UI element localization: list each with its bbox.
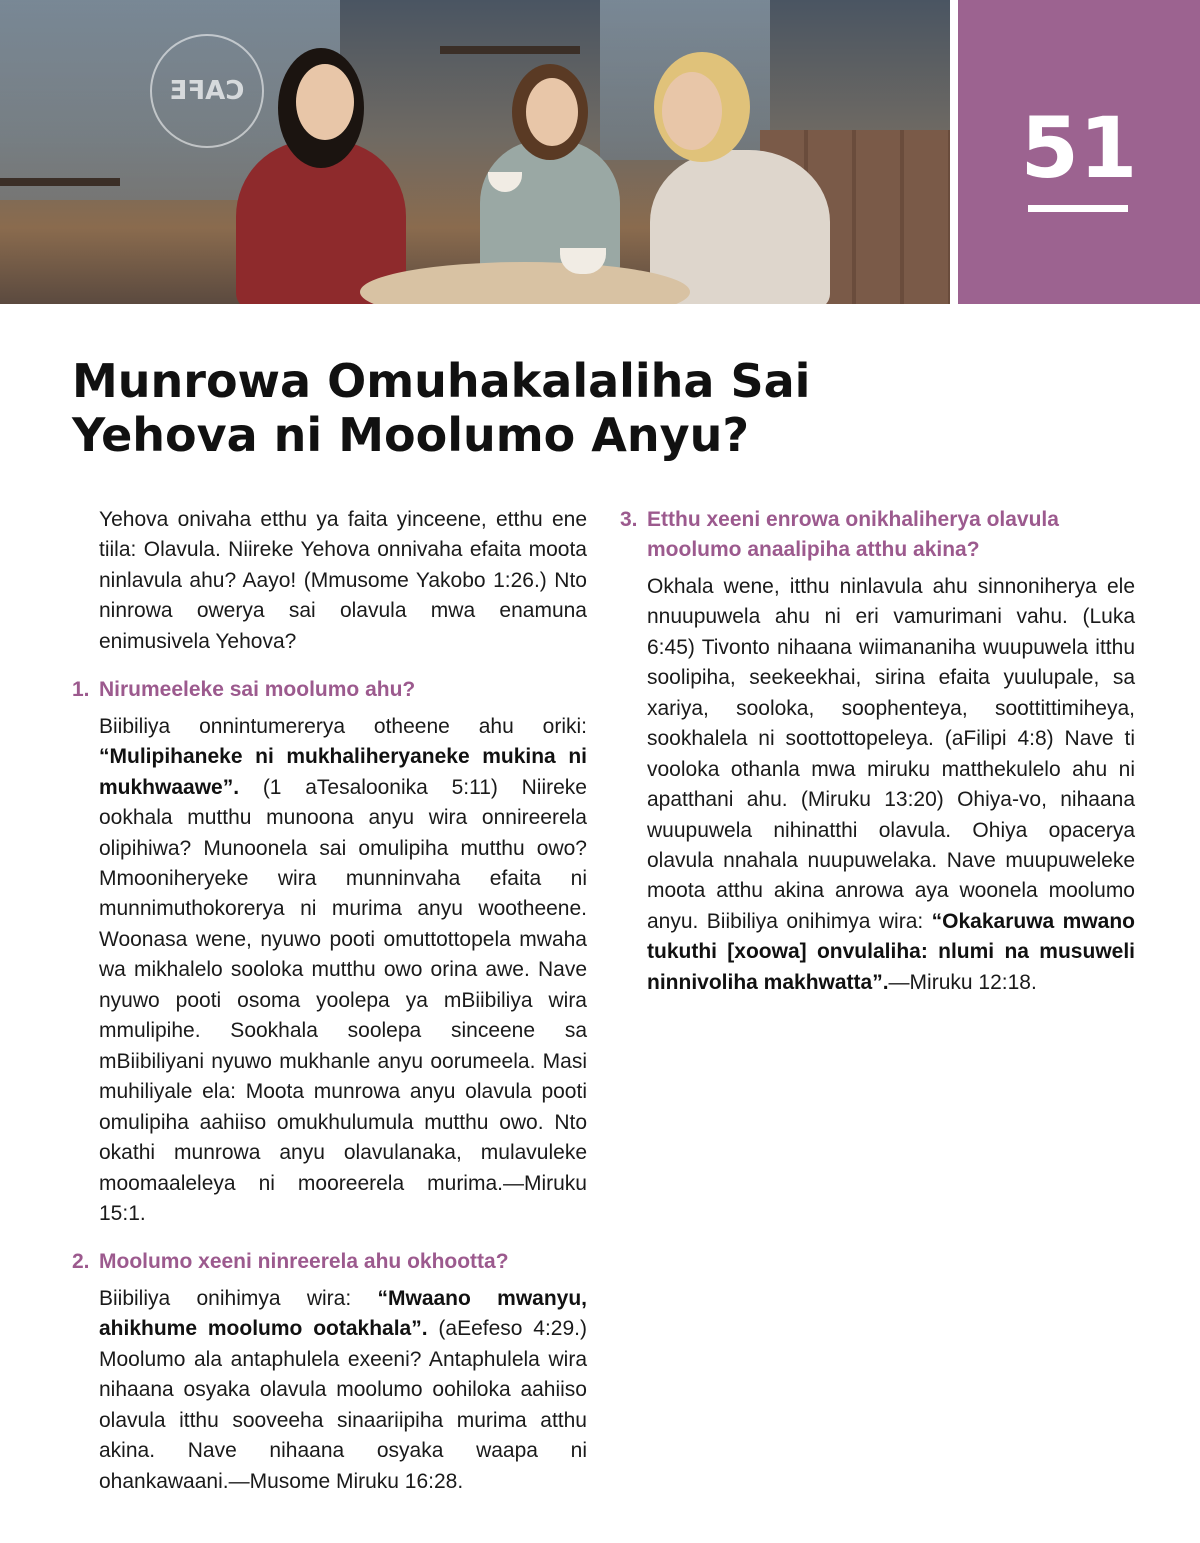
paragraph-text: (1 aTesaloonika 5:11) Niireke ookhala mutthu munoona anyu wira onnireerela olipihiwa? Munoonela sai omulipiha mutthu owo? Mmooniheryeke wira munninvaha efaita ni munnimuthokorerya ni murima anyu wootheene. Woonasa wene, nyuwo pooti omuttottopela mwaha wa mikhalelo sooloka mutthu owo orina awe. Nave nyuwo pooti osoma yoolepa ya mBiibiliya wira mmulipihe. Sookhala soolepa sinceene sa mBiibiliyani nyuwo mukhanle anyu oorumeela. Masi muhiliyale ela: Moota munrowa anyu olavula pooti omulipiha aahiiso omukhulumula mutthu owo. Nto okathi munrowa anyu olavulanaka, mulavuleke moomaaleleya ni mooreerela murima.—Miruku 15:1.	[99, 775, 587, 1225]
section-number: 1.	[72, 678, 90, 702]
section-heading-text: Etthu xeeni enrowa onikhaliherya olavula moolumo anaalipiha atthu akina?	[647, 508, 1059, 562]
header-photo	[0, 0, 950, 304]
woman-middle-face	[526, 78, 578, 146]
section-heading-text: Nirumeeleke sai moolumo ahu?	[99, 678, 416, 702]
section-paragraph-1	[72, 712, 587, 1230]
column-left	[72, 505, 587, 1515]
section-heading-text: Moolumo xeeni ninreerela ahu okhootta?	[99, 1250, 509, 1274]
section-heading-1	[72, 675, 587, 705]
column-right	[620, 505, 1135, 1016]
bible-quote: “Mulipihaneke ni mukhaliheryaneke mukina ni mukhwaawe”.	[99, 745, 587, 799]
chapter-tab	[958, 0, 1200, 304]
section-paragraph-2	[72, 1284, 587, 1497]
shelf	[0, 178, 120, 186]
page-title	[72, 354, 852, 462]
section-heading-3	[620, 505, 1135, 566]
paragraph-text: —Miruku 12:18.	[888, 970, 1037, 994]
title-line-2: Yehova ni Moolumo Anyu?	[72, 408, 750, 462]
section-paragraph-3	[620, 572, 1135, 998]
paragraph-text: (aEefeso 4:29.) Moolumo ala antaphulela exeeni? Antaphulela wira nihaana osyaka olavula moolumo oohiloka aahiiso olavula itthu sooveeha sinaariipiha murima atthu akina. Nave nihaana osyaka waapa ni ohankawaani.—Musome Miruku 16:28.	[99, 1317, 587, 1493]
woman-right-face	[662, 72, 722, 150]
cafe-table	[360, 262, 690, 304]
paragraph-text: Biibiliya onnintumererya otheene ahu oriki:	[99, 714, 587, 738]
title-line-1: Munrowa Omuhakalaliha Sai	[72, 354, 811, 408]
bible-quote: “Okakaruwa mwano tukuthi [xoowa] onvulaliha: nlumi na musuweli ninnivoliha makhwatta”.	[647, 909, 1135, 994]
bible-quote: “Mwaano mwanyu, ahikhume moolumo ootakhala”.	[99, 1286, 588, 1341]
chapter-number: 51	[1020, 99, 1138, 197]
intro-paragraph: Yehova onivaha etthu ya faita yinceene, etthu ene tiila: Olavula. Niireke Yehova onnivaha efaita moota ninlavula ahu? Aayo! (Mmusome Yakobo 1:26.) Nto ninrowa owerya sai olavula mwa enamuna enimusivela Yehova?	[99, 508, 587, 653]
shelf	[440, 46, 580, 54]
paragraph-text: Okhala wene, itthu ninlavula ahu sinnoniherya ele nnuupuwela ahu ni eri vamurimani vahu. (Luka 6:45) Tivonto nihaana wiimananiha wuupuwela itthu soolipiha, seekeekhai, sirina efaita yuulupale, sa xariya, sooloka, soophenteya, soottittimiheya, sookhalela ni soottottopeleya. (aFilipi 4:8) Nave ti vooloka othanla mwa miruku matthekulelo ahu ni apatthani ahu. (Miruku 13:20) Ohiya-vo, nihaana wuupuwela nihinatthi olavula. Ohiya opacerya olavula nnahala nuupuwelaka. Nave muupuweleke moota atthu akina anrowa aya woonela moolumo anyu. Biibiliya onihimya wira:	[647, 574, 1135, 933]
section-number: 2.	[72, 1250, 90, 1274]
paragraph-text: Biibiliya onihimya wira:	[99, 1286, 378, 1310]
section-number: 3.	[620, 508, 638, 531]
woman-left-face	[296, 64, 354, 140]
chapter-underline	[1028, 205, 1128, 212]
cafe-sign: CAFE	[150, 34, 264, 148]
section-heading-2	[72, 1247, 587, 1277]
